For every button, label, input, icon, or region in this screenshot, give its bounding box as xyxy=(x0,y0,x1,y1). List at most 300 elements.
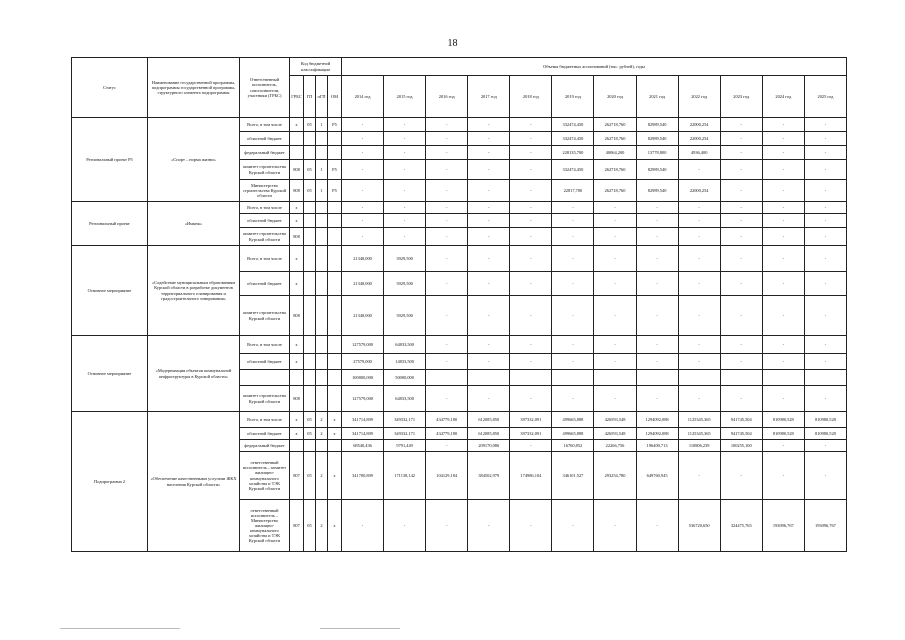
cell-amount: - xyxy=(468,500,510,552)
cell-amount: - xyxy=(804,386,846,412)
cell-amount: 14833,500 xyxy=(384,354,426,370)
cell-amount xyxy=(636,370,678,386)
cell-amount: 68540,436 xyxy=(342,440,384,452)
cell-code-gp xyxy=(304,272,316,296)
cell-executor: комитет строительства Курской области xyxy=(240,296,290,336)
cell-amount: - xyxy=(510,180,552,202)
cell-amount: - xyxy=(426,214,468,228)
cell-code-gp: 05 xyxy=(304,500,316,552)
cell-code-om xyxy=(328,202,342,214)
cell-amount: - xyxy=(384,146,426,160)
cell-amount: - xyxy=(636,296,678,336)
cell-amount: 22817,700 xyxy=(552,180,594,202)
cell-amount: - xyxy=(762,118,804,132)
cell-code-gp xyxy=(304,246,316,272)
cell-amount: - xyxy=(678,386,720,412)
cell-amount: 499665,888 xyxy=(552,412,594,428)
cell-amount: - xyxy=(384,202,426,214)
cell-amount: - xyxy=(384,180,426,202)
scan-artifact xyxy=(320,628,400,629)
cell-amount: 196400,713 xyxy=(636,440,678,452)
cell-code-gp: 05 xyxy=(304,160,316,180)
cell-amount: - xyxy=(762,180,804,202)
cell-amount: - xyxy=(510,386,552,412)
cell-amount: 1125345,365 xyxy=(678,428,720,440)
header-grbs: ГРБС xyxy=(290,76,304,118)
table-row xyxy=(72,412,847,428)
cell-amount: - xyxy=(468,228,510,246)
cell-amount: - xyxy=(552,386,594,412)
cell-amount: 332474,450 xyxy=(552,132,594,146)
cell-code-om: Р5 xyxy=(328,118,342,132)
cell-amount: - xyxy=(636,228,678,246)
cell-status: Основное мероприятие xyxy=(72,336,148,412)
header-year: 2024 год xyxy=(762,76,804,118)
cell-amount: 209170,086 xyxy=(468,440,510,452)
cell-code-om: х xyxy=(328,412,342,428)
cell-code-om xyxy=(328,132,342,146)
cell-amount: 649760,945 xyxy=(636,452,678,500)
cell-code-om: х xyxy=(328,500,342,552)
cell-code-om xyxy=(328,354,342,370)
header-year: 2016 год xyxy=(426,76,468,118)
cell-amount: - xyxy=(510,160,552,180)
cell-amount: 22000,254 xyxy=(678,180,720,202)
cell-amount: - xyxy=(426,336,468,354)
table-row xyxy=(72,246,847,272)
cell-amount: - xyxy=(720,386,762,412)
cell-amount: 434779,180 xyxy=(426,412,468,428)
cell-code-gp xyxy=(304,202,316,214)
cell-amount: - xyxy=(342,132,384,146)
cell-code-gp xyxy=(304,146,316,160)
cell-amount: 104129,184 xyxy=(426,452,468,500)
cell-amount: - xyxy=(552,246,594,272)
cell-amount: - xyxy=(804,118,846,132)
cell-code-gp xyxy=(304,296,316,336)
cell-amount: - xyxy=(678,272,720,296)
cell-amount: 3929,500 xyxy=(384,272,426,296)
cell-amount: 174986,104 xyxy=(510,452,552,500)
cell-amount: - xyxy=(510,202,552,214)
cell-amount: 346101,527 xyxy=(552,452,594,500)
cell-amount: - xyxy=(804,180,846,202)
cell-amount: - xyxy=(804,336,846,354)
cell-amount: - xyxy=(594,354,636,370)
cell-executor: областной бюджет xyxy=(240,272,290,296)
cell-amount: - xyxy=(342,228,384,246)
cell-amount: - xyxy=(804,214,846,228)
cell-amount: - xyxy=(552,296,594,336)
cell-amount: 810980,528 xyxy=(804,428,846,440)
cell-amount: - xyxy=(594,500,636,552)
cell-amount: 293254,780 xyxy=(594,452,636,500)
cell-program-name: «Спорт – норма жизни» xyxy=(148,118,240,202)
cell-amount: 3929,500 xyxy=(384,296,426,336)
cell-code-pgp: 1 xyxy=(316,118,328,132)
cell-amount: 341700,809 xyxy=(342,452,384,500)
cell-code-om xyxy=(328,146,342,160)
cell-code-grbs: х xyxy=(290,336,304,354)
cell-executor: областной бюджет xyxy=(240,354,290,370)
cell-amount: 612085,850 xyxy=(468,428,510,440)
cell-executor: Всего, в том числе xyxy=(240,202,290,214)
cell-amount: - xyxy=(510,440,552,452)
cell-amount: - xyxy=(762,354,804,370)
cell-amount: - xyxy=(636,500,678,552)
header-om: ОМ xyxy=(328,76,342,118)
cell-amount: 127579,000 xyxy=(342,336,384,354)
cell-amount: - xyxy=(468,118,510,132)
cell-amount: - xyxy=(636,354,678,370)
cell-amount: - xyxy=(384,214,426,228)
cell-amount: - xyxy=(678,214,720,228)
cell-code-gp xyxy=(304,214,316,228)
cell-code-grbs: х xyxy=(290,272,304,296)
cell-amount: - xyxy=(552,500,594,552)
cell-program-name: «Содействие муниципальным образованиям Курской области в разработке документов территориального планирования и градостроительного зонирования» xyxy=(148,246,240,336)
cell-code-om: х xyxy=(328,428,342,440)
cell-code-grbs xyxy=(290,146,304,160)
cell-amount: 127579,000 xyxy=(342,386,384,412)
cell-amount: - xyxy=(720,160,762,180)
cell-amount: 193096,767 xyxy=(804,500,846,552)
cell-code-om: Р5 xyxy=(328,160,342,180)
cell-code-om xyxy=(328,386,342,412)
cell-amount: - xyxy=(720,180,762,202)
cell-amount: - xyxy=(426,202,468,214)
cell-amount: - xyxy=(678,160,720,180)
cell-amount: 262718,760 xyxy=(594,160,636,180)
cell-executor: Министерство строительства Курской области xyxy=(240,180,290,202)
cell-amount: 1294092,088 xyxy=(636,428,678,440)
cell-amount: - xyxy=(426,440,468,452)
cell-amount: - xyxy=(468,160,510,180)
cell-code-pgp xyxy=(316,440,328,452)
cell-code-pgp xyxy=(316,272,328,296)
cell-amount: - xyxy=(510,228,552,246)
cell-amount: - xyxy=(720,452,762,500)
table-row xyxy=(72,202,847,214)
cell-code-pgp xyxy=(316,132,328,146)
cell-amount: - xyxy=(510,132,552,146)
cell-amount: 349332,171 xyxy=(384,412,426,428)
cell-amount xyxy=(426,370,468,386)
cell-amount: 21348,000 xyxy=(342,272,384,296)
cell-executor: федеральный бюджет xyxy=(240,440,290,452)
cell-amount: - xyxy=(468,246,510,272)
table-row xyxy=(72,118,847,132)
cell-amount: 941745,504 xyxy=(720,428,762,440)
cell-executor: Всего, в том числе xyxy=(240,118,290,132)
cell-amount: 324475,765 xyxy=(720,500,762,552)
cell-amount: - xyxy=(720,296,762,336)
cell-amount: 810980,528 xyxy=(804,412,846,428)
cell-amount: - xyxy=(804,146,846,160)
cell-amount: - xyxy=(384,500,426,552)
cell-code-om xyxy=(328,246,342,272)
cell-code-grbs: х xyxy=(290,118,304,132)
header-status: Статус xyxy=(72,58,148,118)
cell-code-grbs: 808 xyxy=(290,386,304,412)
cell-amount: - xyxy=(552,202,594,214)
cell-amount: - xyxy=(510,296,552,336)
cell-amount: - xyxy=(552,272,594,296)
cell-code-pgp: 1 xyxy=(316,160,328,180)
cell-amount: - xyxy=(762,228,804,246)
cell-program-name: «Модернизация объектов коммунальной инфраструктуры в Курской области» xyxy=(148,336,240,412)
cell-amount: 612085,850 xyxy=(468,412,510,428)
cell-amount: - xyxy=(720,202,762,214)
cell-amount: - xyxy=(468,272,510,296)
cell-code-pgp xyxy=(316,228,328,246)
cell-amount: - xyxy=(636,214,678,228)
cell-executor: комитет строительства Курской области xyxy=(240,160,290,180)
cell-program-name: «Обеспечение качественными услугами ЖКХ населения Курской области» xyxy=(148,412,240,552)
cell-amount: 100255,100 xyxy=(720,440,762,452)
page-number: 18 xyxy=(447,38,458,49)
cell-amount: - xyxy=(426,354,468,370)
cell-code-grbs: 808 xyxy=(290,180,304,202)
cell-code-grbs: х xyxy=(290,202,304,214)
cell-amount: - xyxy=(426,386,468,412)
cell-code-gp: 05 xyxy=(304,118,316,132)
cell-code-om: х xyxy=(328,452,342,500)
cell-amount: - xyxy=(720,132,762,146)
cell-code-gp xyxy=(304,354,316,370)
cell-amount: - xyxy=(510,214,552,228)
cell-amount: - xyxy=(426,228,468,246)
cell-amount: 1294092,088 xyxy=(636,412,678,428)
cell-executor: федеральный бюджет xyxy=(240,146,290,160)
table-row xyxy=(72,336,847,354)
cell-amount: 64833,500 xyxy=(384,386,426,412)
cell-amount: 426593,548 xyxy=(594,412,636,428)
cell-amount: - xyxy=(384,132,426,146)
cell-code-om xyxy=(328,336,342,354)
cell-code-pgp xyxy=(316,296,328,336)
cell-executor: комитет строительства Курской области xyxy=(240,386,290,412)
cell-amount: 82989,540 xyxy=(636,132,678,146)
cell-code-grbs: х xyxy=(290,412,304,428)
cell-code-pgp xyxy=(316,146,328,160)
cell-amount: - xyxy=(804,354,846,370)
cell-amount: - xyxy=(804,440,846,452)
cell-amount: 171138,142 xyxy=(384,452,426,500)
cell-amount: - xyxy=(342,202,384,214)
cell-status: Подпрограмма 2 xyxy=(72,412,148,552)
cell-amount: - xyxy=(426,246,468,272)
cell-amount: - xyxy=(468,354,510,370)
cell-amount: - xyxy=(594,202,636,214)
cell-amount: - xyxy=(426,500,468,552)
cell-amount xyxy=(468,370,510,386)
cell-amount: - xyxy=(678,202,720,214)
cell-executor: ответственный исполнитель – Министерство жилищно-коммунального хозяйства и ТЭК Курской области xyxy=(240,500,290,552)
cell-amount: - xyxy=(804,228,846,246)
cell-code-pgp: 1 xyxy=(316,180,328,202)
cell-amount: 22000,254 xyxy=(678,118,720,132)
cell-amount xyxy=(762,370,804,386)
cell-amount: 228135,700 xyxy=(552,146,594,160)
cell-amount: 349332,171 xyxy=(384,428,426,440)
cell-amount: - xyxy=(720,214,762,228)
cell-amount: 110806,239 xyxy=(678,440,720,452)
cell-amount: 22000,254 xyxy=(678,132,720,146)
cell-amount: - xyxy=(426,132,468,146)
cell-code-grbs: х xyxy=(290,246,304,272)
cell-code-gp xyxy=(304,336,316,354)
cell-amount: - xyxy=(636,386,678,412)
cell-amount: 21348,000 xyxy=(342,246,384,272)
cell-executor xyxy=(240,370,290,386)
cell-amount: 341714,809 xyxy=(342,412,384,428)
cell-amount: - xyxy=(510,246,552,272)
cell-amount: - xyxy=(468,386,510,412)
cell-code-pgp xyxy=(316,202,328,214)
cell-code-om xyxy=(328,228,342,246)
budget-allocation-table xyxy=(71,57,847,552)
cell-amount: - xyxy=(804,246,846,272)
cell-amount xyxy=(678,370,720,386)
cell-amount: 16760,852 xyxy=(552,440,594,452)
cell-amount: - xyxy=(762,440,804,452)
cell-amount xyxy=(594,370,636,386)
cell-amount: 64833,500 xyxy=(384,336,426,354)
cell-amount: 262718,760 xyxy=(594,180,636,202)
cell-amount: - xyxy=(636,272,678,296)
header-amount-group: Объемы бюджетных ассигнований (тыс. рублей), годы xyxy=(342,58,847,76)
cell-code-gp: 05 xyxy=(304,452,316,500)
cell-amount: - xyxy=(678,246,720,272)
cell-executor: областной бюджет xyxy=(240,214,290,228)
cell-amount: - xyxy=(342,214,384,228)
cell-amount: - xyxy=(678,336,720,354)
cell-amount: - xyxy=(468,336,510,354)
cell-code-om xyxy=(328,272,342,296)
header-gp: ГП xyxy=(304,76,316,118)
cell-amount: - xyxy=(594,214,636,228)
cell-amount: 82989,540 xyxy=(636,180,678,202)
cell-amount: - xyxy=(762,452,804,500)
cell-amount: - xyxy=(804,452,846,500)
cell-amount: - xyxy=(594,336,636,354)
cell-code-om xyxy=(328,214,342,228)
cell-amount: 384502,979 xyxy=(468,452,510,500)
cell-amount: 536720,650 xyxy=(678,500,720,552)
cell-code-grbs: х xyxy=(290,214,304,228)
cell-amount: - xyxy=(720,228,762,246)
cell-code-grbs: 807 xyxy=(290,452,304,500)
cell-amount: - xyxy=(384,228,426,246)
cell-amount: - xyxy=(762,246,804,272)
cell-amount: 50000,000 xyxy=(384,370,426,386)
cell-amount: 332474,450 xyxy=(552,160,594,180)
cell-code-pgp: 2 xyxy=(316,452,328,500)
cell-code-grbs: 808 xyxy=(290,296,304,336)
cell-amount: 27579,000 xyxy=(342,354,384,370)
cell-amount: - xyxy=(552,354,594,370)
cell-amount: 262718,760 xyxy=(594,118,636,132)
cell-amount: - xyxy=(426,272,468,296)
cell-code-gp xyxy=(304,440,316,452)
header-year: 2023 год xyxy=(720,76,762,118)
cell-amount: - xyxy=(510,272,552,296)
cell-amount: - xyxy=(510,146,552,160)
cell-amount: - xyxy=(384,160,426,180)
cell-amount: - xyxy=(678,228,720,246)
cell-amount: 941745,504 xyxy=(720,412,762,428)
header-pgp: пГП xyxy=(316,76,328,118)
cell-code-pgp: 2 xyxy=(316,500,328,552)
cell-amount: - xyxy=(342,146,384,160)
cell-amount: 40064,200 xyxy=(594,146,636,160)
cell-amount: 499665,888 xyxy=(552,428,594,440)
header-year: 2021 год xyxy=(636,76,678,118)
cell-amount: - xyxy=(678,452,720,500)
cell-amount: - xyxy=(510,500,552,552)
cell-code-gp xyxy=(304,370,316,386)
cell-code-pgp: 2 xyxy=(316,412,328,428)
cell-code-grbs: 807 xyxy=(290,500,304,552)
cell-amount: - xyxy=(426,160,468,180)
cell-amount: - xyxy=(342,160,384,180)
cell-amount: - xyxy=(342,500,384,552)
cell-code-gp xyxy=(304,386,316,412)
header-executor: Ответственный исполнитель, соисполнители, участники (ГРБС) xyxy=(240,58,290,118)
cell-amount: - xyxy=(762,272,804,296)
cell-amount: - xyxy=(468,214,510,228)
cell-code-grbs xyxy=(290,370,304,386)
cell-amount: - xyxy=(678,354,720,370)
cell-amount: - xyxy=(720,118,762,132)
cell-amount: - xyxy=(804,202,846,214)
cell-amount: 21348,000 xyxy=(342,296,384,336)
cell-amount: - xyxy=(636,336,678,354)
cell-amount: - xyxy=(720,246,762,272)
cell-status: Региональный проект Р5 xyxy=(72,118,148,202)
cell-amount: - xyxy=(762,132,804,146)
cell-amount: - xyxy=(468,180,510,202)
header-year: 2018 год xyxy=(510,76,552,118)
cell-amount: - xyxy=(384,118,426,132)
cell-amount: - xyxy=(762,146,804,160)
cell-executor: Всего, в том числе xyxy=(240,246,290,272)
cell-amount: 82989,540 xyxy=(636,160,678,180)
cell-amount: - xyxy=(762,202,804,214)
cell-executor: комитет строительства Курской области xyxy=(240,228,290,246)
cell-amount: - xyxy=(762,160,804,180)
cell-amount: - xyxy=(594,246,636,272)
cell-executor: областной бюджет xyxy=(240,132,290,146)
cell-amount: 3929,500 xyxy=(384,246,426,272)
cell-amount: - xyxy=(426,296,468,336)
cell-code-grbs xyxy=(290,132,304,146)
cell-executor: Всего, в том числе xyxy=(240,412,290,428)
cell-amount: - xyxy=(720,336,762,354)
cell-code-pgp xyxy=(316,336,328,354)
cell-amount: 9791,449 xyxy=(384,440,426,452)
cell-amount: - xyxy=(804,272,846,296)
cell-amount: - xyxy=(594,272,636,296)
cell-amount: - xyxy=(762,296,804,336)
cell-code-pgp xyxy=(316,354,328,370)
cell-executor: ответственный исполнитель – комитет жилищно-коммунального хозяйства и ТЭК Курской области xyxy=(240,452,290,500)
cell-amount: - xyxy=(762,336,804,354)
cell-amount: - xyxy=(720,146,762,160)
cell-status: Региональный проект xyxy=(72,202,148,246)
header-year: 2017 год xyxy=(468,76,510,118)
